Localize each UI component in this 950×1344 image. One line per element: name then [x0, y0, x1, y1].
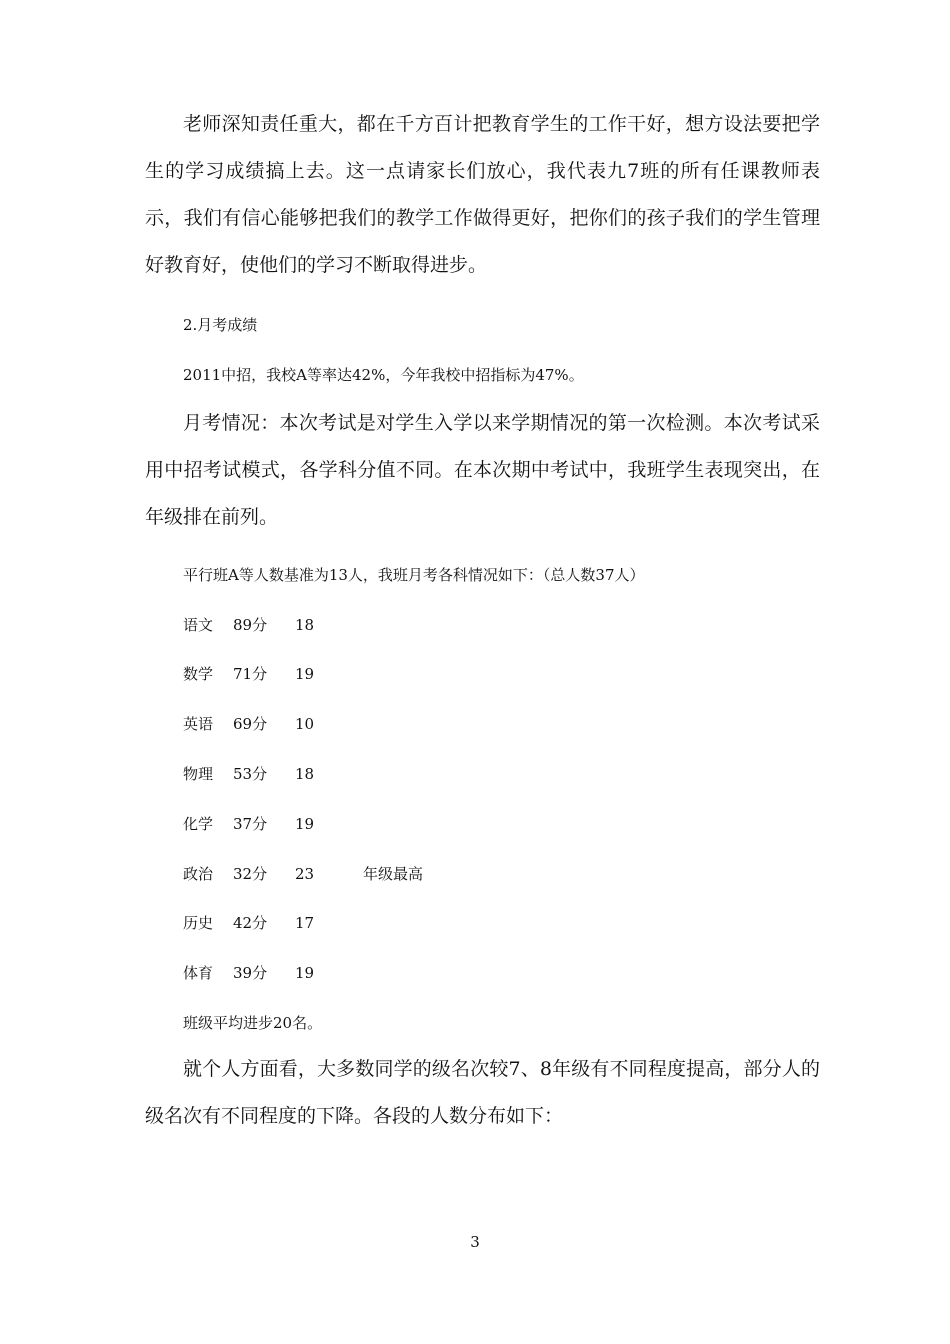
score-subject: 体育 [183, 964, 214, 982]
score-subject: 历史 [183, 914, 214, 932]
score-value: 32分 [233, 865, 268, 883]
paragraph-baseline: 平行班A等人数基准为13人，我班月考各科情况如下：（总人数37人） [183, 566, 645, 584]
score-count: 23 [295, 865, 315, 883]
score-count: 18 [295, 765, 315, 783]
score-value: 37分 [233, 815, 268, 833]
score-value: 71分 [233, 665, 268, 683]
score-count: 19 [295, 665, 315, 683]
score-value: 89分 [233, 616, 268, 634]
page-number: 3 [470, 1233, 480, 1251]
paragraph-teachers: 老师深知责任重大，都在千方百计把教育学生的工作干好，想方设法要把学生的学习成绩搞上去。这一点请家长们放心，我代表九7班的所有任课教师表示，我们有信心能够把我们的教学工作做得更好，把你们的孩子我们的学生管理好教育好，使他们的学习不断取得进步。 [145, 113, 820, 276]
score-subject: 数学 [183, 665, 214, 683]
paragraph-admission-rate: 2011中招，我校A等率达42%，今年我校中招指标为47%。 [183, 366, 584, 384]
score-value: 69分 [233, 715, 268, 733]
score-count: 10 [295, 715, 315, 733]
score-subject: 物理 [183, 765, 214, 783]
score-subject: 英语 [183, 715, 214, 733]
score-count: 19 [295, 964, 315, 982]
score-subject: 化学 [183, 815, 214, 833]
score-value: 53分 [233, 765, 268, 783]
score-note: 年级最高 [363, 865, 424, 883]
score-count: 19 [295, 815, 315, 833]
score-subject: 语文 [183, 616, 214, 634]
section-heading-monthly-exam: 2.月考成绩 [183, 316, 258, 334]
score-value: 39分 [233, 964, 268, 982]
score-subject: 政治 [183, 865, 214, 883]
score-count: 17 [295, 914, 315, 932]
score-value: 42分 [233, 914, 268, 932]
paragraph-exam-situation: 月考情况：本次考试是对学生入学以来学期情况的第一次检测。本次考试采用中招考试模式，各学科分值不同。在本次期中考试中，我班学生表现突出，在年级排在前列。 [145, 412, 820, 528]
paragraph-individual-ranking: 就个人方面看，大多数同学的级名次较7、8年级有不同程度提高，部分人的级名次有不同程度的下降。各段的人数分布如下： [145, 1058, 820, 1127]
paragraph-average-progress: 班级平均进步20名。 [183, 1014, 323, 1032]
score-count: 18 [295, 616, 315, 634]
